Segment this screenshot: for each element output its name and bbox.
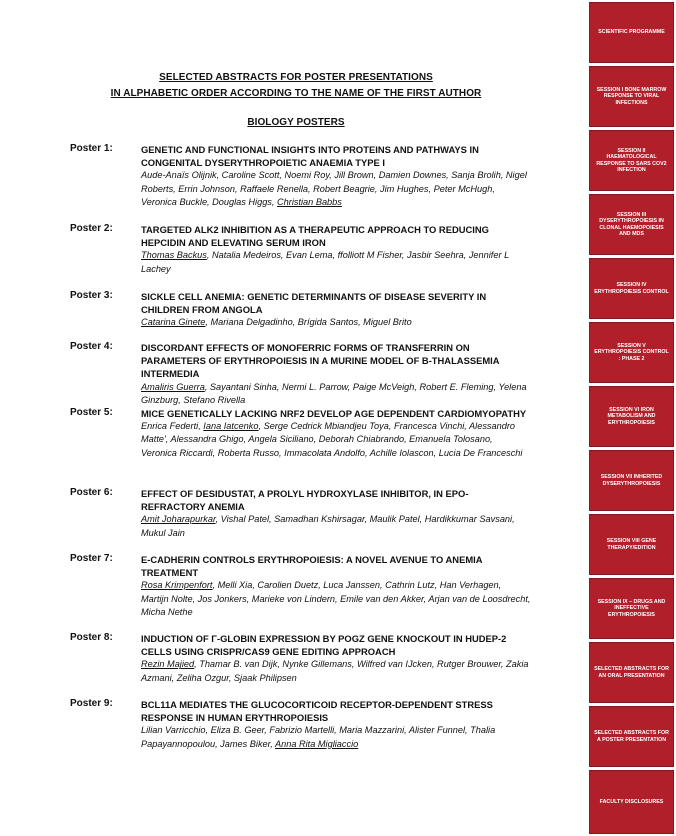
poster-label: Poster 7: xyxy=(70,553,113,564)
nav-button-label: SESSION V ERYTHROPOIESIS CONTROL : PHASE 2 xyxy=(594,342,669,362)
poster-label: Poster 6: xyxy=(70,487,113,498)
nav-button-session-vi-iron-metabolism-and-erythropo[interactable] xyxy=(589,386,674,447)
poster-title: BCL11A MEDIATES THE GLUCOCORTICOID RECEPTOR-DEPENDENT STRESS RESPONSE IN HUMAN ERYTHROPOIESIS xyxy=(141,699,493,724)
document-heading-line-2: IN ALPHABETIC ORDER ACCORDING TO THE NAME OF THE FIRST AUTHOR xyxy=(110,88,482,99)
author-names: , Thamar B. van Dijk, Nynke Gillemans, Wilfred van IJcken, Rutger Brouwer, Zakia Azmani, Zeliha Ozgur, Sjaak Philipsen xyxy=(141,659,529,683)
poster-title: TARGETED ALK2 INHIBITION AS A THERAPEUTIC APPROACH TO REDUCING HEPCIDIN AND ELEVATING SERUM IRON xyxy=(141,224,489,249)
poster-body xyxy=(141,698,531,751)
poster-body xyxy=(141,487,531,540)
author-names: Lilian Varricchio, Eliza B. Geer, Fabrizio Martelli, Maria Mazzarini, Alister Funnel, Thalia Papayannopoulou, James Biker, xyxy=(141,725,496,749)
poster-authors xyxy=(141,579,531,619)
presenting-author: Anna Rita Migliaccio xyxy=(275,738,359,749)
nav-button-session-vii-inherited-dyserythropoiesis[interactable] xyxy=(589,450,674,511)
nav-button-label: SESSION I BONE MARROW RESPONSE TO VIRAL INFECTIONS xyxy=(596,86,667,106)
nav-button-session-iii-dyserythropoiesis-in-clonal-[interactable] xyxy=(589,194,674,255)
poster-title: MICE GENETICALLY LACKING NRF2 DEVELOP AGE DEPENDENT CARDIOMYOPATHY xyxy=(141,408,527,419)
nav-button-label: SELECTED ABSTRACTS FOR A POSTER PRESENTATION xyxy=(594,730,669,743)
nav-button-label: SESSION III DYSERYTHROPOIESIS IN CLONAL HAEMOPOIESIS AND MDS xyxy=(599,211,664,237)
author-names: , Sayantani Sinha, Nermi L. Parrow, Paige McVeigh, Robert E. Fleming, Yelena Ginzburg, Stefano Rivella xyxy=(141,381,527,405)
poster-label: Poster 3: xyxy=(70,290,113,301)
poster-authors xyxy=(141,420,531,460)
nav-button-session-viii-gene-therapy-edition[interactable] xyxy=(589,514,674,575)
section-heading: BIOLOGY POSTERS xyxy=(247,117,345,128)
poster-body xyxy=(141,223,531,276)
author-names: Aude-Anaïs Olijnik, Caroline Scott, Noemi Roy, Jill Brown, Damien Downes, Sanja Brolih, Nigel Roberts, Errin Johnson, Raffaele Renella, Robert Beagrie, Jim Hughes, Peter McHugh, Veronica Buckle, Douglas Higgs, xyxy=(141,170,527,207)
poster-body xyxy=(141,632,531,685)
presenting-author: Amit Joharapurkar xyxy=(141,514,216,525)
nav-button-scientific-programme[interactable] xyxy=(589,2,674,63)
author-names: , Natalia Medeiros, Evan Lema, ffolliott M Fisher, Jasbir Seehra, Jennifer L Lachey xyxy=(141,250,510,274)
nav-button-session-v-erythropoiesis-control-phase-2[interactable] xyxy=(589,322,674,383)
presenting-author: Thomas Backus xyxy=(141,250,207,261)
author-names: , Vishal Patel, Samadhan Kshirsagar, Maulik Patel, Hardikkumar Savsani, Mukul Jain xyxy=(141,514,515,538)
nav-button-selected-abstracts-for-an-oral-presentat[interactable] xyxy=(589,642,674,703)
nav-button-label: FACULTY DISCLOSURES xyxy=(599,798,664,805)
presenting-author: Amaliris Guerra xyxy=(141,381,205,392)
poster-title: INDUCTION OF Γ-GLOBIN EXPRESSION BY POGZ GENE KNOCKOUT IN HUDEP-2 CELLS USING CRISPR/CAS9 GENE EDITING APPROACH xyxy=(141,633,507,658)
poster-body xyxy=(141,341,531,407)
poster-title: EFFECT OF DESIDUSTAT, A PROLYL HYDROXYLASE INHIBITOR, IN EPO-REFRACTORY ANEMIA xyxy=(141,488,469,513)
poster-authors xyxy=(141,381,531,407)
poster-authors xyxy=(141,249,531,275)
nav-button-label: SESSION IV ERYTHROPOIESIS CONTROL xyxy=(594,282,669,295)
poster-label: Poster 9: xyxy=(70,698,113,709)
presenting-author: Catarina Ginete xyxy=(141,317,206,328)
nav-button-session-i-bone-marrow-response-to-viral-[interactable] xyxy=(589,66,674,127)
presenting-author: Christian Babbs xyxy=(277,196,342,207)
poster-title: GENETIC AND FUNCTIONAL INSIGHTS INTO PROTEINS AND PATHWAYS IN CONGENITAL DYSERYTHROPOIETIC ANAEMIA TYPE I xyxy=(141,144,479,169)
poster-body xyxy=(141,553,531,619)
nav-button-label: SESSION II HAEMATOLOGICAL RESPONSE TO SARS COV2 INFECTION xyxy=(596,147,667,173)
nav-button-label: SCIENTIFIC PROGRAMME xyxy=(598,29,665,36)
sidebar-nav xyxy=(589,0,676,836)
author-names: , Mariana Delgadinho, Brígida Santos, Miguel Brito xyxy=(205,317,412,328)
poster-label: Poster 8: xyxy=(70,632,113,643)
poster-authors xyxy=(141,658,531,684)
poster-label: Poster 1: xyxy=(70,143,113,154)
poster-body xyxy=(141,290,531,330)
nav-button-label: SELECTED ABSTRACTS FOR AN ORAL PRESENTATION xyxy=(594,666,669,679)
author-names: , Melli Xia, Carolien Duetz, Luca Janssen, Cathrin Lutz, Han Verhagen, Martijn Nolte, Jos Jonkers, Marieke von Lindern, Emile van den Akker, Arjan van de Loosdrecht, Micha Nethe xyxy=(141,580,531,617)
nav-button-faculty-disclosures[interactable] xyxy=(589,770,674,834)
nav-button-label: SESSION VI IRON METABOLISM AND ERYTHROPOIESIS xyxy=(607,406,656,426)
poster-title: E-CADHERIN CONTROLS ERYTHROPOIESIS: A NOVEL AVENUE TO ANEMIA TREATMENT xyxy=(141,554,483,579)
poster-label: Poster 5: xyxy=(70,407,113,418)
poster-authors xyxy=(141,513,531,539)
poster-authors xyxy=(141,169,531,209)
nav-button-session-iv-erythropoiesis-control[interactable] xyxy=(589,258,674,319)
nav-button-label: SESSION VIII GENE THERAPY/EDITION xyxy=(606,538,657,551)
poster-body xyxy=(141,407,531,460)
presenting-author: Rosa Krimpenfort xyxy=(141,580,213,591)
poster-title: DISCORDANT EFFECTS OF MONOFERRIC FORMS OF TRANSFERRIN ON PARAMETERS OF ERYTHROPOIESIS IN A MURINE MODEL OF B-THALASSEMIA INTERMEDIA xyxy=(141,342,500,380)
poster-authors xyxy=(141,724,531,750)
author-names: Enrica Federti, xyxy=(141,421,204,432)
nav-button-session-ix-drugs-and-ineffective-erythro[interactable] xyxy=(589,578,674,639)
poster-body xyxy=(141,143,531,209)
nav-button-session-ii-haematological-response-to-sa[interactable] xyxy=(589,130,674,191)
author-names: , Serge Cedrick Mbiandjeu Toya, Francesca Vinchi, Alessandro Matte', Alessandra Ghigo, Angela Siciliano, Deborah Chiabrando, Emanuela Tolosano, Veronica Riccardi, Roberta Russo, Immacolata Andolfo, Achille Iolascon, Lucia De Franceschi xyxy=(141,421,523,458)
poster-authors xyxy=(141,316,531,329)
nav-button-selected-abstracts-for-a-poster-presenta[interactable] xyxy=(589,706,674,767)
poster-label: Poster 4: xyxy=(70,341,113,352)
document-heading-line-1: SELECTED ABSTRACTS FOR POSTER PRESENTATIONS xyxy=(159,72,433,83)
poster-title: SICKLE CELL ANEMIA: GENETIC DETERMINANTS OF DISEASE SEVERITY IN CHILDREN FROM ANGOLA xyxy=(141,291,487,316)
poster-label: Poster 2: xyxy=(70,223,113,234)
nav-button-label: SESSION VII INHERITED DYSERYTHROPOIESIS xyxy=(600,474,663,487)
presenting-author: Rezin Majied xyxy=(141,659,195,670)
presenting-author: Iana Iatcenko xyxy=(203,421,259,432)
nav-button-label: SESSION IX – DRUGS AND INEFFECTIVE ERYTHROPOIESIS xyxy=(597,598,666,618)
